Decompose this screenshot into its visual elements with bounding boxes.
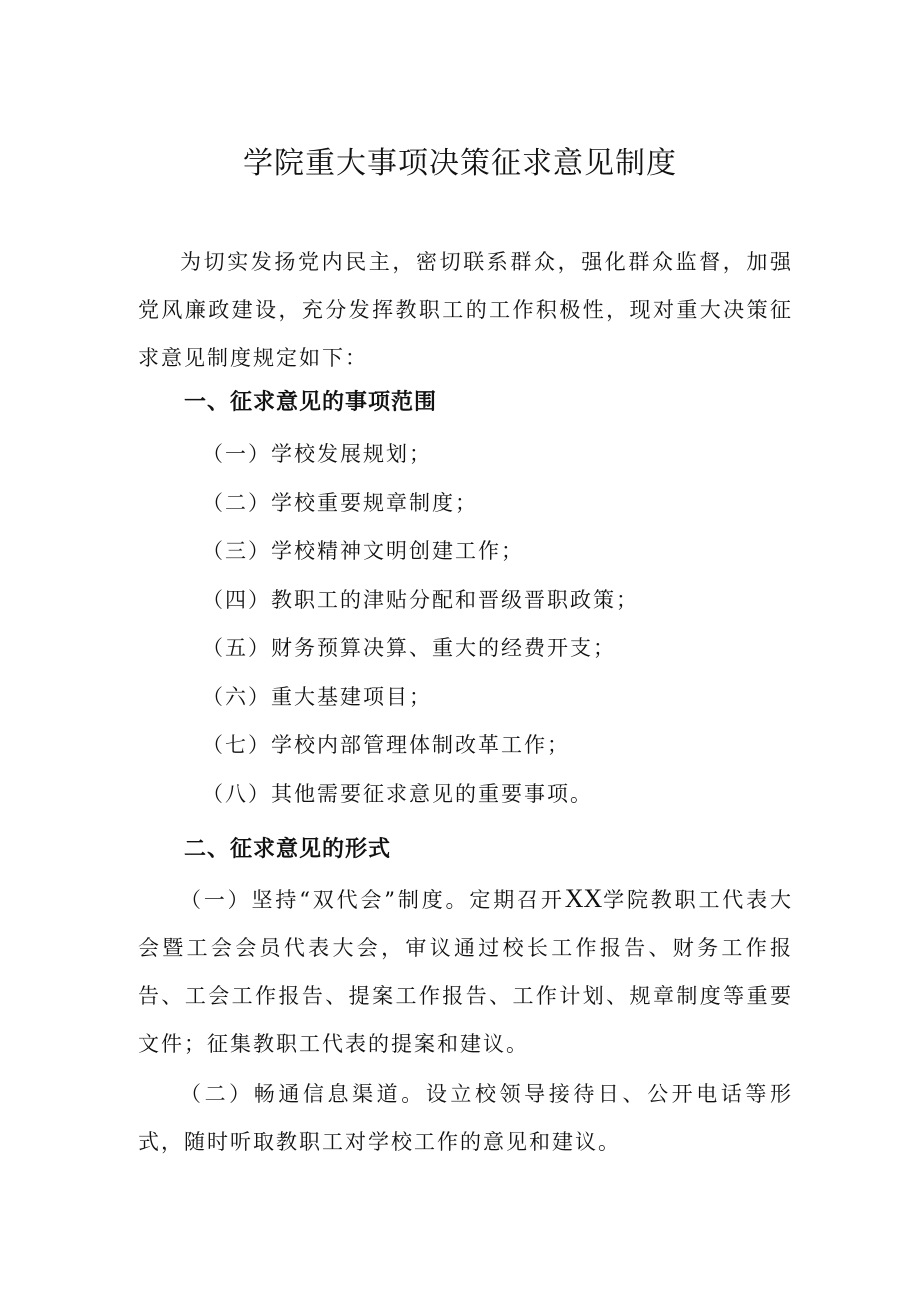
- section-1-heading: 一、征求意见的事项范围: [184, 390, 438, 415]
- paragraph-text: （一）坚持“双代会”制度。定期召开: [180, 888, 565, 912]
- list-item: （七）学校内部管理体制改革工作；: [202, 733, 570, 757]
- placeholder-text: XX: [564, 884, 603, 913]
- list-item: （六）重大基建项目；: [202, 684, 432, 709]
- document-title: 学院重大事项决策征求意见制度: [243, 146, 677, 181]
- section-2-paragraph-2: （二）畅通信息渠道。设立校领导接待日、公开电话等形式，随时听取教职工对学校工作的意见和建议。: [138, 1082, 793, 1154]
- paragraph-text: 学院教职工代表大会暨工会会员代表大会，审议通过校长工作报告、财务工作报告、工会工作报告、提案工作报告、工作计划、规章制度等重要文件；征集教职工代表的提案和建议。: [138, 888, 793, 1056]
- list-item: （一）学校发展规划；: [202, 442, 432, 466]
- section-2-heading: 二、征求意见的形式: [184, 837, 392, 862]
- intro-paragraph: 为切实发扬党内民主，密切联系群众，强化群众监督，加强党风廉政建设，充分发挥教职工的工作积极性，现对重大决策征求意见制度规定如下：: [138, 250, 793, 370]
- list-item: （二）学校重要规章制度；: [202, 490, 478, 515]
- list-item: （三）学校精神文明创建工作；: [202, 539, 524, 563]
- list-item: （四）教职工的津贴分配和晋级晋职政策；: [202, 587, 639, 612]
- list-item: （五）财务预算决算、重大的经费开支；: [202, 636, 616, 660]
- section-1-item-list: [202, 430, 639, 818]
- list-item: （八）其他需要征求意见的重要事项。: [202, 781, 593, 806]
- section-2-paragraph-1: [138, 875, 793, 1068]
